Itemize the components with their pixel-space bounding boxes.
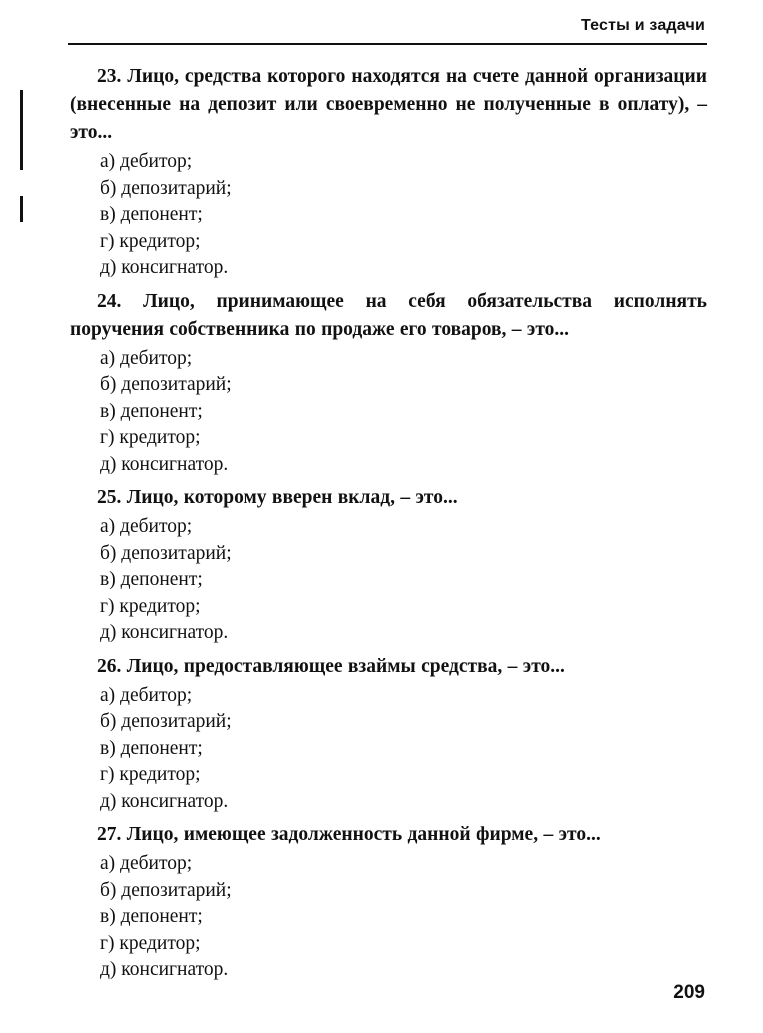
answer-options [70, 514, 707, 647]
page-number: 209 [673, 982, 705, 1003]
option-e: д) консигнатор. [100, 959, 229, 980]
option-b: б) депозитарий; [100, 374, 232, 395]
option-c: в) депонент; [100, 737, 203, 759]
question-23 [70, 63, 707, 282]
option-a: а) дебитор; [100, 347, 193, 369]
question-text: 26. Лицо, предоставляющее взаймы средства, – это... [97, 655, 565, 677]
option-c: в) депонент; [100, 569, 203, 590]
answer-options [70, 346, 707, 479]
option-a: а) дебитор; [100, 516, 193, 537]
question-text: 24. Лицо, принимающее на себя обязательства исполнять поручения собственника по продаже его товаров, – это... [70, 290, 707, 340]
question-26 [70, 653, 707, 816]
option-e: д) консигнатор. [100, 257, 229, 278]
option-d: г) кредитор; [100, 230, 201, 252]
running-head: Тесты и задачи [580, 17, 705, 34]
option-d: г) кредитор; [100, 595, 201, 617]
option-d: г) кредитор; [100, 764, 201, 785]
answer-options [70, 851, 707, 984]
question-27 [70, 821, 707, 984]
option-b: б) депозитарий; [100, 177, 232, 199]
header-rule [68, 43, 707, 45]
option-b: б) депозитарий; [100, 711, 232, 732]
option-d: г) кредитор; [100, 932, 201, 954]
option-a: а) дебитор; [100, 684, 193, 706]
question-25 [70, 484, 707, 647]
option-c: в) депонент; [100, 204, 203, 225]
question-24 [70, 288, 707, 479]
option-e: д) консигнатор. [100, 453, 229, 475]
margin-mark-line [20, 90, 23, 170]
option-a: а) дебитор; [100, 151, 193, 172]
option-b: б) депозитарий; [100, 879, 232, 901]
page-content [70, 63, 707, 990]
option-c: в) депонент; [100, 400, 203, 422]
option-a: а) дебитор; [100, 853, 193, 874]
question-text: 27. Лицо, имеющее задолженность данной фирме, – это... [97, 824, 601, 845]
option-b: б) депозитарий; [100, 542, 232, 564]
option-e: д) консигнатор. [100, 622, 229, 643]
option-d: г) кредитор; [100, 427, 201, 448]
option-e: д) консигнатор. [100, 790, 229, 812]
question-text: 23. Лицо, средства которого находятся на счете данной организации (внесенные на депозит или своевременно не полученные в оплату), – это... [70, 66, 707, 143]
answer-options [70, 683, 707, 816]
question-text: 25. Лицо, которому вверен вклад, – это... [97, 487, 458, 508]
margin-mark-tick [20, 196, 23, 222]
option-c: в) депонент; [100, 906, 203, 927]
answer-options [70, 149, 707, 282]
